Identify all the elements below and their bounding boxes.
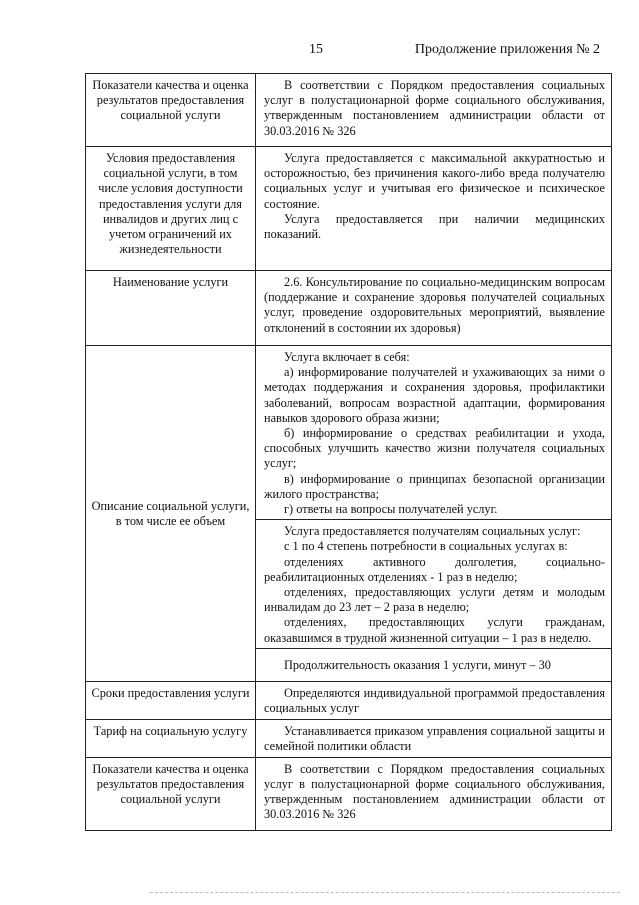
table-row (86, 271, 612, 346)
terms-label: Сроки предоставления услуги (86, 681, 256, 719)
conditions-paragraph-1: Услуга предоставляется с максимальной аккуратностью и осторожностью, без причинения какого-либо вреда получателю социальных услуг и учитывая его физическое и психическое состояние. (264, 151, 605, 211)
recipients-need: с 1 по 4 степень потребности в социальных услугах в: (284, 539, 568, 554)
quality-content-1 (256, 74, 612, 147)
table-row (86, 147, 612, 271)
description-item-v: в) информирование о принципах безопасной организации жилого пространства; (264, 471, 605, 501)
quality-label-2: Показатели качества и оценка результатов предоставления социальной услуги (86, 757, 256, 830)
description-block-3 (256, 648, 612, 681)
conditions-content (256, 147, 612, 271)
table-row (86, 74, 612, 147)
service-name-content (256, 271, 612, 346)
recipients-intro: Услуга предоставляется получателям социальных услуг: (284, 524, 581, 539)
quality-content-2 (256, 757, 612, 830)
table-row (86, 681, 612, 719)
quality-label-1: Показатели качества и оценка результатов предоставления социальной услуги (86, 74, 256, 147)
service-name-text: 2.6. Консультирование по социально-медицинским вопросам (поддержание и сохранение здоровья получателей социальных услуг, проведение оздоровительных мероприятий, выявление отклонений в состоянии их здоровья) (264, 275, 605, 335)
recipients-dept-3: отделениях, предоставляющих услуги гражданам, оказавшимся в трудной жизненной ситуации – 1 раз в неделю. (264, 615, 605, 645)
service-name-label: Наименование услуги (86, 271, 256, 346)
bottom-divider (150, 892, 620, 893)
description-block-2 (256, 520, 612, 649)
page-number: 15 (309, 42, 323, 57)
tariff-label: Тариф на социальную услугу (86, 719, 256, 757)
recipients-dept-2: отделениях, предоставляющих услуги детям и молодым инвалидам до 23 лет – 2 раза в неделю; (264, 585, 605, 615)
description-label: Описание социальной услуги, в том числе ее объем (86, 346, 256, 682)
table-row (86, 346, 612, 520)
terms-content (256, 681, 612, 719)
description-intro: Услуга включает в себя: (284, 350, 410, 364)
table-row (86, 757, 612, 830)
description-item-g: г) ответы на вопросы получателей услуг. (284, 502, 498, 517)
conditions-paragraph-2: Услуга предоставляется при наличии медицинских показаний. (264, 211, 605, 242)
duration-text: Продолжительность оказания 1 услуги, минут – 30 (284, 658, 551, 673)
tariff-content (256, 719, 612, 757)
recipients-dept-1: отделениях активного долголетия, социально-реабилитационных отделениях - 1 раз в неделю; (264, 554, 605, 584)
quality-text-2: В соответствии с Порядком предоставления социальных услуг в полустационарной форме социального обслуживания, утвержденным постановлением администрации области от 30.03.2016 № 326 (264, 761, 605, 822)
terms-text: Определяются индивидуальной программой предоставления социальных услуг (264, 685, 605, 716)
description-item-b: б) информирование о средствах реабилитации и ухода, способных улучшить качество жизни получателя социальных услуг; (264, 426, 605, 471)
services-table (85, 73, 612, 831)
quality-text-1: В соответствии с Порядком предоставления социальных услуг в полустационарной форме социального обслуживания, утвержденным постановлением администрации области от 30.03.2016 № 326 (264, 78, 605, 138)
description-item-a: а) информирование получателей и ухаживающих за ними о методах поддержания и сохранения здоровья, профилактики заболеваний, вопросам возрастной адаптации, формирования навыков здорового образа жизни; (264, 365, 605, 425)
conditions-label: Условия предоставления социальной услуги, в том числе условия доступности предоставления услуги для инвалидов и других лиц с учетом ограничений их жизнедеятельности (86, 147, 256, 271)
table-row (86, 719, 612, 757)
description-block-1 (256, 346, 612, 520)
continuation-header: Продолжение приложения № 2 (414, 42, 600, 57)
tariff-text: Устанавливается приказом управления социальной защиты и семейной политики области (264, 723, 605, 754)
